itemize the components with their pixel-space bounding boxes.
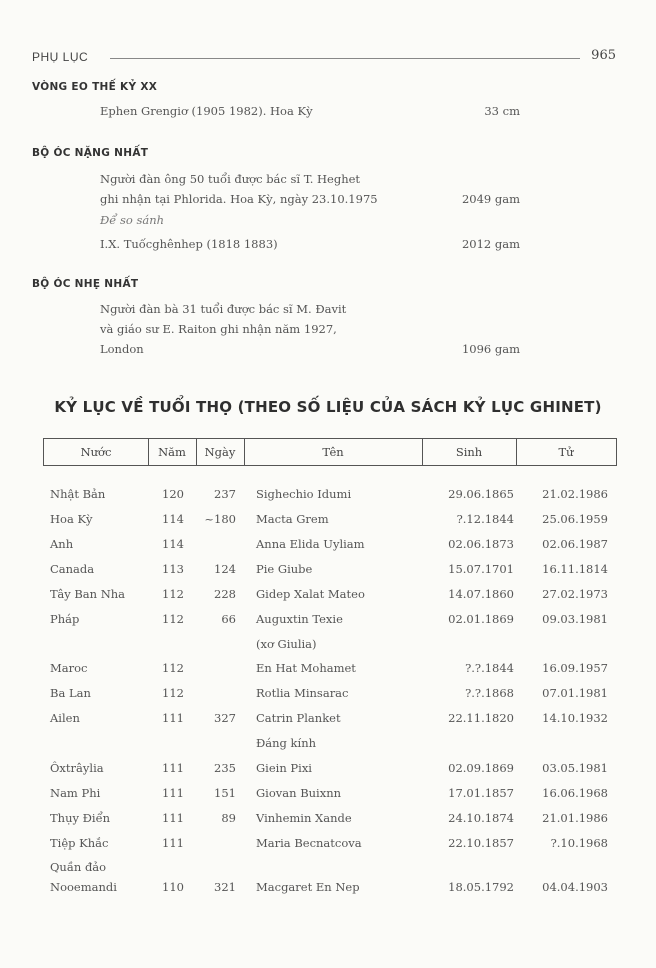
country-cell: Ôxtrâylia	[50, 761, 104, 775]
name-cell: Rotlia Minsarac	[256, 686, 349, 700]
days-cell: 228	[214, 587, 236, 601]
name-cell-continued: Đáng kính	[256, 736, 317, 750]
name-cell: Maria Becnatcova	[256, 836, 362, 850]
header-rule	[110, 58, 580, 59]
country-cell: Anh	[50, 537, 74, 551]
record-value: 1096 gam	[461, 342, 520, 356]
days-cell: ~180	[204, 512, 236, 526]
death-cell: 21.01.1986	[542, 811, 608, 825]
country-cell: Canada	[50, 562, 95, 576]
birth-cell: 14.07.1860	[448, 587, 514, 601]
country-cell: Ba Lan	[50, 686, 91, 700]
country-cell: Hoa Kỳ	[50, 512, 93, 526]
death-cell: 07.01.1981	[542, 686, 608, 700]
death-cell: 21.02.1986	[542, 487, 608, 501]
column-header: Năm	[158, 445, 186, 459]
record-line: London	[100, 342, 144, 356]
death-cell: 16.11.1814	[542, 562, 608, 576]
record-line: I.X. Tuốcghênhep (1818 1883)	[100, 237, 278, 251]
days-cell: 237	[214, 487, 236, 501]
column-header: Ngày	[204, 445, 236, 459]
days-cell: 89	[221, 811, 236, 825]
column-header: Tử	[558, 445, 574, 459]
age-cell: 111	[162, 786, 184, 800]
age-cell: 112	[162, 661, 184, 675]
section-title: BỘ ÓC NẶNG NHẤT	[32, 147, 149, 159]
name-cell: Macta Grem	[256, 512, 329, 526]
name-cell: Anna Elida Uyliam	[256, 537, 365, 551]
name-cell: En Hat Mohamet	[256, 661, 356, 675]
record-line: ghi nhận tại Phlorida. Hoa Kỳ, ngày 23.10.1975	[100, 192, 378, 206]
country-cell: Tây Ban Nha	[50, 587, 126, 601]
age-cell: 114	[162, 512, 184, 526]
days-cell: 151	[214, 786, 236, 800]
record-value: 2012 gam	[461, 237, 520, 251]
age-cell: 113	[162, 562, 184, 576]
name-cell-continued: (xơ Giulia)	[256, 637, 317, 651]
record-value: 33 cm	[484, 104, 520, 118]
death-cell: ?.10.1968	[550, 836, 608, 850]
country-cell: Quần đảo	[50, 860, 107, 874]
compare-label: Để so sánh	[100, 213, 165, 227]
section-title: VÒNG EO THẾ KỶ XX	[32, 81, 158, 93]
table-header	[43, 438, 617, 466]
days-cell: 66	[221, 612, 236, 626]
birth-cell: ?.?.1844	[465, 661, 514, 675]
age-cell: 111	[162, 711, 184, 725]
name-cell: Catrin Planket	[256, 711, 341, 725]
birth-cell: 29.06.1865	[448, 487, 514, 501]
birth-cell: 02.09.1869	[448, 761, 514, 775]
birth-cell: 18.05.1792	[448, 880, 514, 894]
death-cell: 27.02.1973	[542, 587, 608, 601]
birth-cell: ?.?.1868	[465, 686, 514, 700]
name-cell: Vinhemin Xande	[256, 811, 352, 825]
column-header: Tên	[322, 445, 344, 459]
birth-cell: ?.12.1844	[456, 512, 514, 526]
death-cell: 25.06.1959	[542, 512, 608, 526]
name-cell: Auguxtin Texie	[256, 612, 343, 626]
name-cell: Gidep Xalat Mateo	[256, 587, 365, 601]
country-cell: Pháp	[50, 612, 80, 626]
name-cell: Macgaret En Nep	[256, 880, 360, 894]
age-cell: 112	[162, 612, 184, 626]
days-cell: 327	[214, 711, 236, 725]
record-value: 2049 gam	[461, 192, 520, 206]
record-line: Người đàn ông 50 tuổi được bác sĩ T. Heghet	[100, 172, 361, 186]
table-title: KỶ LỤC VỀ TUỔI THỌ (THEO SỐ LIỆU CỦA SÁCH KỶ LỤC GHINET)	[54, 398, 602, 416]
death-cell: 02.06.1987	[542, 537, 608, 551]
birth-cell: 15.07.1701	[448, 562, 514, 576]
country-cell-continued: Nooemandi	[50, 880, 117, 894]
days-cell: 124	[214, 562, 236, 576]
name-cell: Sighechio Idumi	[256, 487, 352, 501]
age-cell: 110	[162, 880, 184, 894]
birth-cell: 02.06.1873	[448, 537, 514, 551]
running-header	[32, 48, 616, 68]
birth-cell: 24.10.1874	[448, 811, 514, 825]
record-line: và giáo sư E. Raiton ghi nhận năm 1927,	[100, 322, 337, 336]
death-cell: 03.05.1981	[542, 761, 608, 775]
name-cell: Pie Giube	[256, 562, 313, 576]
death-cell: 14.10.1932	[542, 711, 608, 725]
days-cell: 321	[214, 880, 236, 894]
record-line: Người đàn bà 31 tuổi được bác sĩ M. Đavit	[100, 302, 347, 316]
country-cell: Nhật Bản	[50, 487, 106, 501]
death-cell: 16.09.1957	[542, 661, 608, 675]
age-cell: 111	[162, 811, 184, 825]
page-number: 965	[591, 48, 616, 63]
running-header-label: PHỤ LỤC	[32, 50, 89, 64]
death-cell: 09.03.1981	[542, 612, 608, 626]
days-cell: 235	[214, 761, 236, 775]
age-cell: 112	[162, 587, 184, 601]
birth-cell: 17.01.1857	[448, 786, 514, 800]
country-cell: Thụy Điển	[50, 811, 111, 825]
age-cell: 111	[162, 836, 184, 850]
country-cell: Nam Phi	[50, 786, 101, 800]
birth-cell: 02.01.1869	[448, 612, 514, 626]
age-cell: 112	[162, 686, 184, 700]
death-cell: 16.06.1968	[542, 786, 608, 800]
record-line: Ephen Grengiơ (1905 1982). Hoa Kỳ	[100, 104, 313, 118]
country-cell: Tiệp Khắc	[50, 836, 109, 850]
name-cell: Giein Pixi	[256, 761, 312, 775]
age-cell: 120	[162, 487, 184, 501]
age-cell: 114	[162, 537, 184, 551]
country-cell: Ailen	[50, 711, 80, 725]
country-cell: Maroc	[50, 661, 88, 675]
column-header: Sinh	[455, 445, 483, 459]
column-header: Nước	[80, 445, 112, 459]
age-cell: 111	[162, 761, 184, 775]
name-cell: Giovan Buixnn	[256, 786, 342, 800]
birth-cell: 22.10.1857	[448, 836, 514, 850]
section-title: BỘ ÓC NHẸ NHẤT	[32, 278, 139, 290]
death-cell: 04.04.1903	[542, 880, 608, 894]
birth-cell: 22.11.1820	[448, 711, 514, 725]
